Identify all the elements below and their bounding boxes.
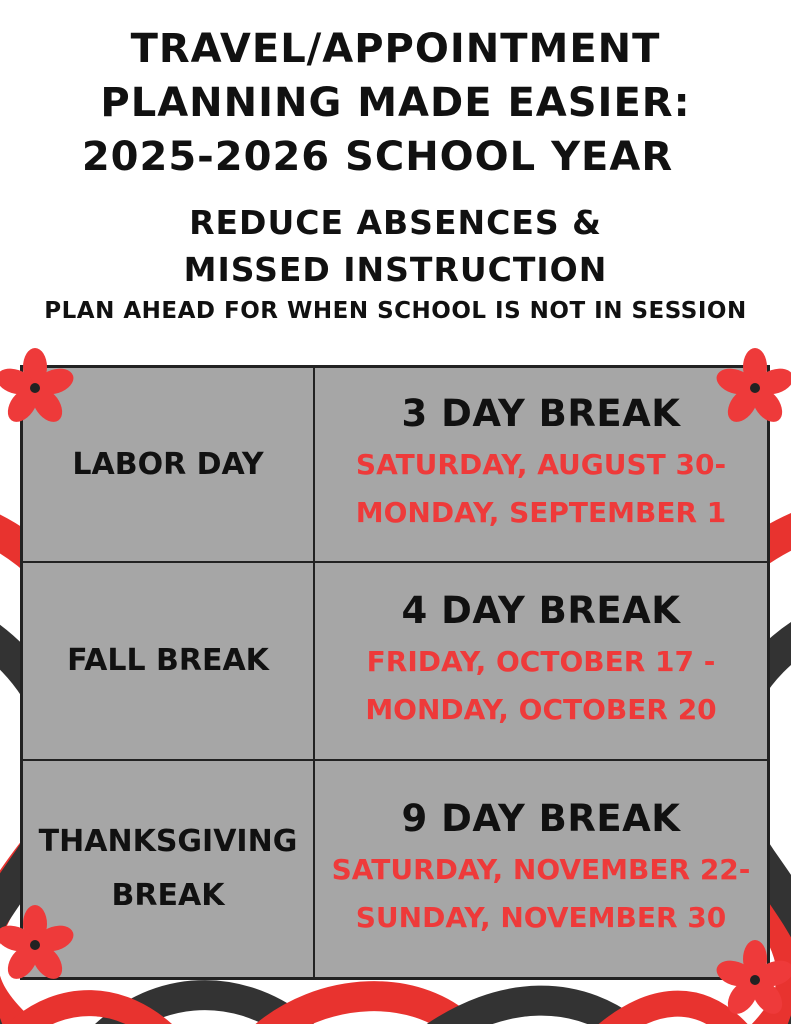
break-date-end: MONDAY, OCTOBER 20: [365, 692, 717, 726]
red-flower-icon: [0, 905, 75, 985]
break-detail-cell: [314, 760, 768, 978]
tagline: PLAN AHEAD FOR WHEN SCHOOL IS NOT IN SESSION: [44, 298, 747, 324]
red-flower-icon: [715, 348, 791, 428]
break-name-line-2: BREAK: [111, 878, 225, 913]
title-line-1: TRAVEL/APPOINTMENT: [130, 26, 661, 72]
break-length: 3 DAY BREAK: [401, 392, 681, 436]
subtitle-line-1: REDUCE ABSENCES &: [189, 203, 602, 242]
red-flower-icon: [0, 348, 75, 428]
breaks-table: [20, 365, 770, 980]
red-flower-icon: [715, 940, 791, 1020]
break-name: LABOR DAY: [72, 446, 264, 482]
break-name-cell: [22, 562, 314, 760]
break-length: 9 DAY BREAK: [401, 796, 681, 840]
break-date-end: SUNDAY, NOVEMBER 30: [355, 900, 727, 934]
break-date-start: SATURDAY, NOVEMBER 22-: [331, 852, 751, 886]
subtitle-line-2: MISSED INSTRUCTION: [183, 250, 608, 289]
title-line-3: 2025-2026 SCHOOL YEAR: [81, 134, 674, 180]
break-length: 4 DAY BREAK: [401, 588, 681, 632]
break-detail-cell: [314, 367, 768, 562]
title-line-2: PLANNING MADE EASIER:: [100, 80, 691, 126]
break-name-line-1: THANKSGIVING: [38, 824, 298, 859]
break-date-start: SATURDAY, AUGUST 30-: [355, 448, 727, 482]
break-date-end: MONDAY, SEPTEMBER 1: [355, 496, 727, 529]
break-name: FALL BREAK: [67, 643, 269, 678]
break-detail-cell: [314, 562, 768, 760]
break-date-start: FRIDAY, OCTOBER 17 -: [366, 644, 716, 678]
